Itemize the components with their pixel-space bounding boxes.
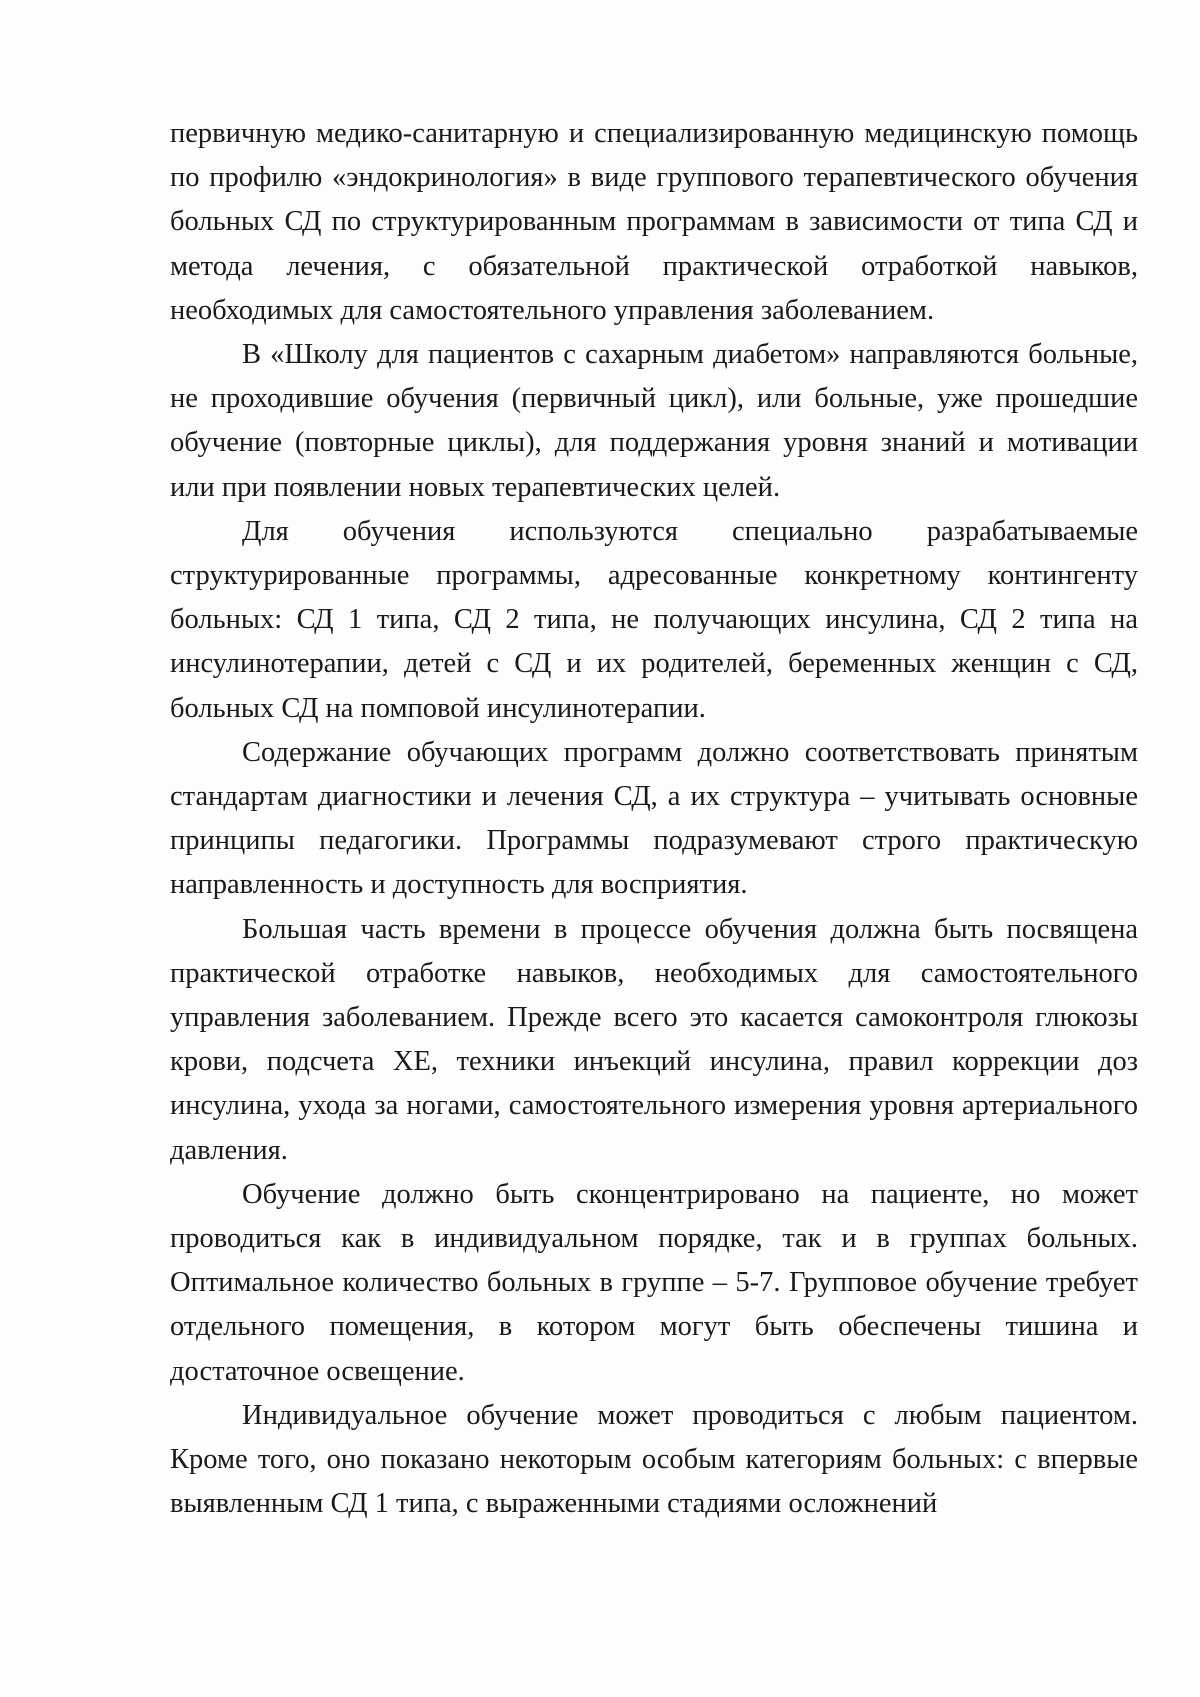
document-body	[170, 112, 1138, 1527]
paragraph-programs: Для обучения используются специально разрабатываемые структурированные программы, адресованные конкретному контингенту больных: СД 1 типа, СД 2 типа, не получающих инсулина, СД 2 типа на инсулинотерапии, детей с СД и их родителей, беременных женщин с СД, больных СД на помповой инсулинотерапии.	[170, 515, 1138, 724]
paragraph-individual-training: Индивидуальное обучение может проводиться с любым пациентом. Кроме того, оно показано некоторым особым категориям больных: с впервые выявленным СД 1 типа, с выраженными стадиями осложнений	[170, 1399, 1138, 1520]
paragraph-group-training: Обучение должно быть сконцентрировано на пациенте, но может проводиться как в индивидуальном порядке, так и в группах больных. Оптимальное количество больных в группе – 5-7. Групповое обучение требует отдельного помещения, в котором могут быть обеспечены тишина и достаточное освещение.	[170, 1178, 1138, 1387]
paragraph-continuation: первичную медико-санитарную и специализированную медицинскую помощь по профилю «эндокринология» в виде группового терапевтического обучения больных СД по структурированным программам в зависимости от типа СД и метода лечения, с обязательной практической отработкой навыков, необходимых для самостоятельного управления заболеванием.	[170, 118, 1138, 326]
paragraph-practical-skills: Большая часть времени в процессе обучения должна быть посвящена практической отработке навыков, необходимых для самостоятельного управления заболеванием. Прежде всего это касается самоконтроля глюкозы крови, подсчета ХЕ, техники инъекций инсулина, правил коррекции доз инсулина, ухода за ногами, самостоятельного измерения уровня артериального давления.	[170, 913, 1138, 1166]
paragraph-program-content: Содержание обучающих программ должно соответствовать принятым стандартам диагностики и лечения СД, а их структура – учитывать основные принципы педагогики. Программы подразумевают строго практическую направленность и доступность для восприятия.	[170, 736, 1138, 901]
paragraph-school-referral: В «Школу для пациентов с сахарным диабетом» направляются больные, не проходившие обучения (первичный цикл), или больные, уже прошедшие обучение (повторные циклы), для поддержания уровня знаний и мотивации или при появлении новых терапевтических целей.	[170, 339, 1138, 503]
